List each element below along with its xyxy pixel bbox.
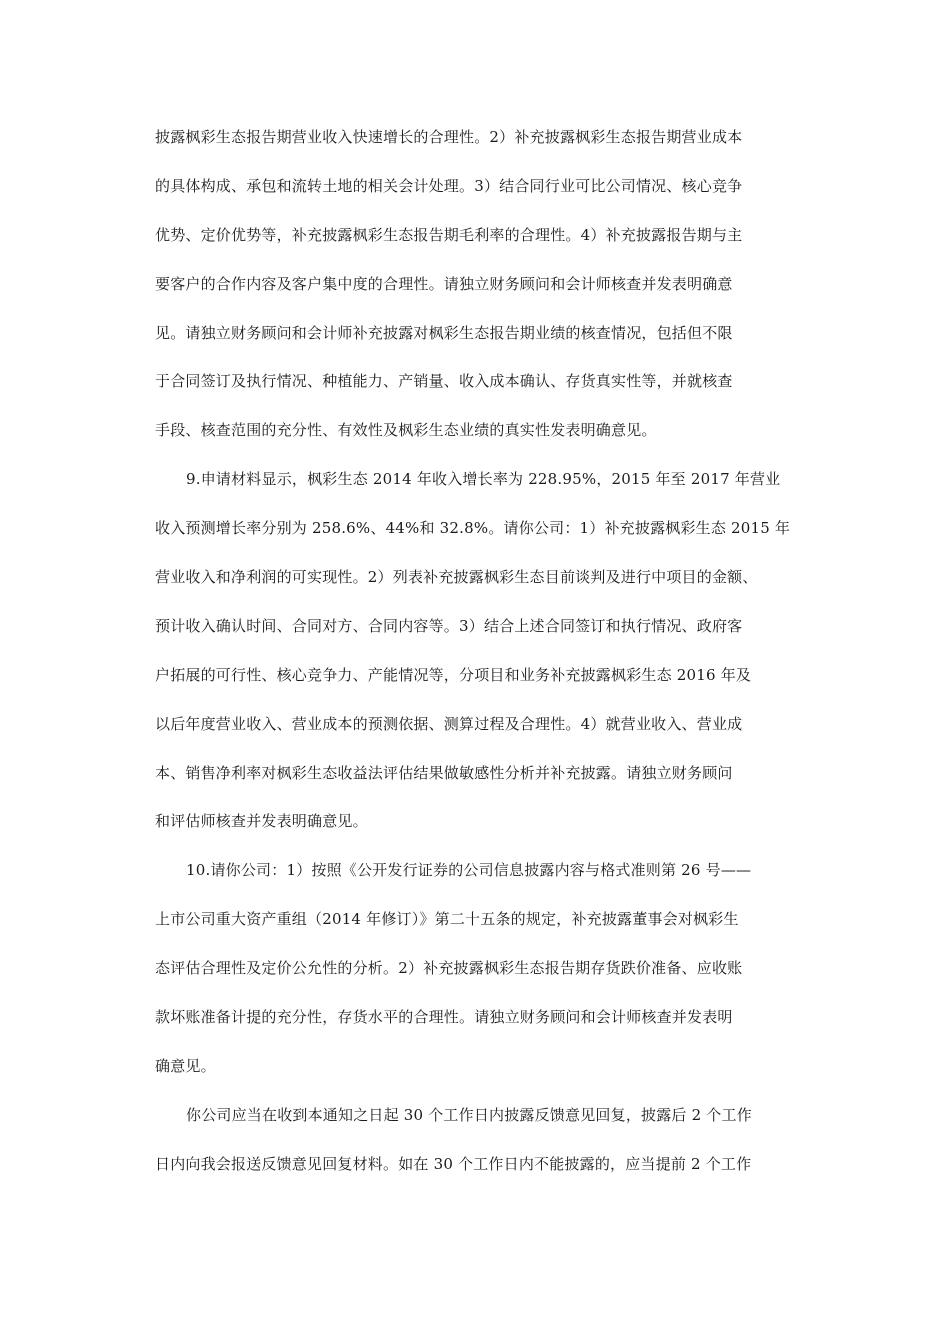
text-line: 营业收入和净利润的可实现性。2）列表补充披露枫彩生态目前谈判及进行中项目的金额、 [155, 568, 758, 587]
text-line: 上市公司重大资产重组（2014 年修订）》第二十五条的规定，补充披露董事会对枫彩生 [155, 910, 739, 929]
text-line: 10.请你公司：1）按照《公开发行证券的公司信息披露内容与格式准则第 26 号—— [186, 861, 752, 880]
text-line: 态评估合理性及定价公允性的分析。2）补充披露枫彩生态报告期存货跌价准备、应收账 [155, 959, 743, 978]
text-line: 手段、核查范围的充分性、有效性及枫彩生态业绩的真实性发表明确意见。 [155, 421, 657, 440]
text-line: 款坏账准备计提的充分性，存货水平的合理性。请独立财务顾问和会计师核查并发表明 [155, 1008, 733, 1027]
text-line: 要客户的合作内容及客户集中度的合理性。请独立财务顾问和会计师核查并发表明确意 [155, 274, 733, 293]
text-line: 日内向我会报送反馈意见回复材料。如在 30 个工作日内不能披露的，应当提前 2 个工作 [155, 1154, 752, 1173]
text-line: 和评估师核查并发表明确意见。 [155, 812, 368, 831]
text-line: 于合同签订及执行情况、种植能力、产销量、收入成本确认、存货真实性等，并就核查 [155, 372, 733, 391]
text-line: 以后年度营业收入、营业成本的预测依据、测算过程及合理性。4）就营业收入、营业成 [155, 714, 743, 733]
text-line: 的具体构成、承包和流转土地的相关会计处理。3）结合同行业可比公司情况、核心竞争 [155, 176, 743, 195]
text-line: 户拓展的可行性、核心竞争力、产能情况等，分项目和业务补充披露枫彩生态 2016 年及 [155, 665, 752, 684]
text-line: 确意见。 [155, 1056, 216, 1075]
text-line: 收入预测增长率分别为 258.6%、44%和 32.8%。请你公司：1）补充披露枫彩生态 2015 年 [155, 519, 791, 538]
text-line: 见。请独立财务顾问和会计师补充披露对枫彩生态报告期业绩的核查情况，包括但不限 [155, 323, 733, 342]
body-text [155, 122, 815, 1198]
text-line: 披露枫彩生态报告期营业收入快速增长的合理性。2）补充披露枫彩生态报告期营业成本 [155, 128, 743, 146]
text-line: 本、销售净利率对枫彩生态收益法评估结果做敏感性分析并补充披露。请独立财务顾问 [155, 763, 733, 782]
text-line: 优势、定价优势等，补充披露枫彩生态报告期毛利率的合理性。4）补充披露报告期与主 [155, 225, 743, 244]
text-line: 预计收入确认时间、合同对方、合同内容等。3）结合上述合同签订和执行情况、政府客 [155, 616, 743, 635]
text-line: 9.申请材料显示，枫彩生态 2014 年收入增长率为 228.95%，2015 年至 2017 年营业 [186, 470, 781, 489]
text-line: 你公司应当在收到本通知之日起 30 个工作日内披露反馈意见回复，披露后 2 个工作 [186, 1105, 752, 1124]
